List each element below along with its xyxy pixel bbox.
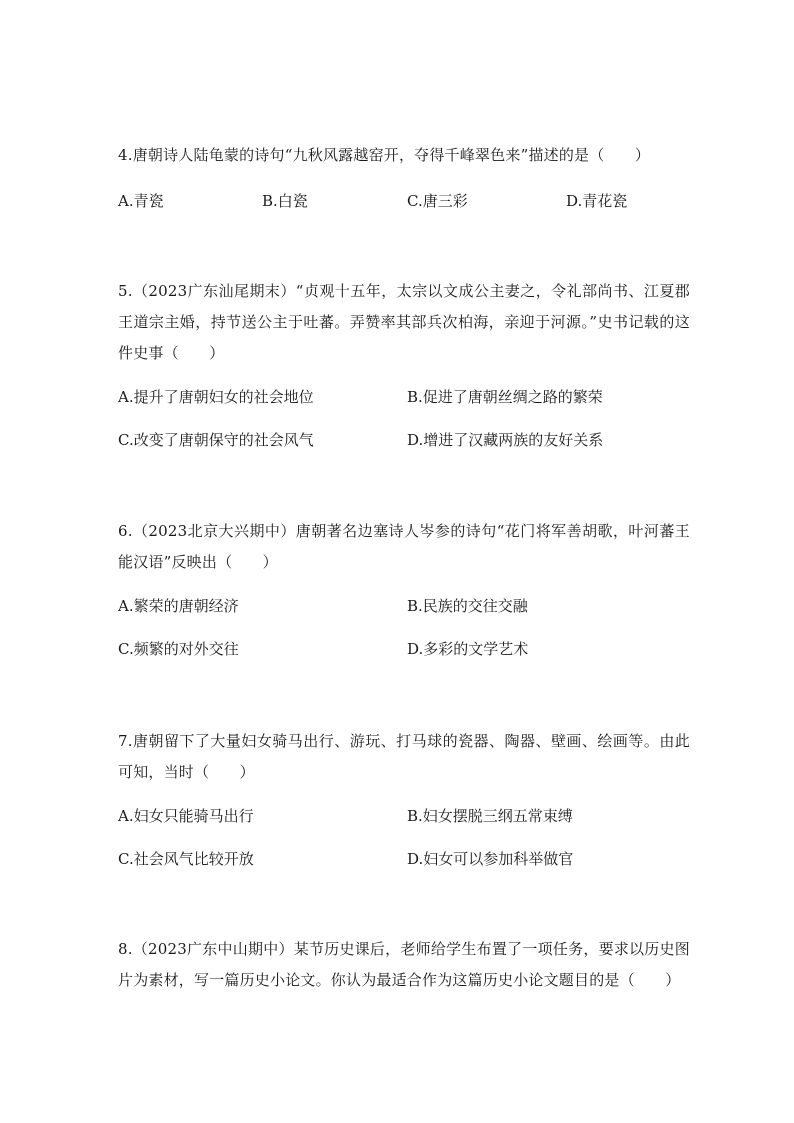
question-8 — [118, 934, 690, 996]
option-a[interactable]: A.妇女只能骑马出行 — [118, 807, 254, 825]
options-row — [118, 187, 690, 215]
question-6 — [118, 516, 690, 663]
question-stem: 8.（2023广东中山期中）某节历史课后，老师给学生布置了一项任务，要求以历史图片为素材，写一篇历史小论文。你认为最适合作为这篇历史小论文题目的是（ ） — [118, 940, 690, 989]
option-a[interactable]: A.提升了唐朝妇女的社会地位 — [118, 388, 314, 406]
question-stem: 4.唐朝诗人陆龟蒙的诗句“九秋风露越窑开，夺得千峰翠色来”描述的是（ ） — [118, 146, 651, 164]
question-stem: 5.（2023广东汕尾期末）“贞观十五年，太宗以文成公主妻之，令礼部尚书、江夏郡王道宗主婚，持节送公主于吐蕃。弄赞率其部兵次柏海，亲迎于河源。”史书记载的这件史事（ ） — [118, 282, 690, 362]
option-c[interactable]: C.改变了唐朝保守的社会风气 — [118, 431, 314, 449]
option-c[interactable]: C.频繁的对外交往 — [118, 640, 239, 658]
option-b[interactable]: B.白瓷 — [262, 192, 308, 210]
option-b[interactable]: B.妇女摆脱三纲五常束缚 — [407, 807, 573, 825]
option-b[interactable]: B.民族的交往交融 — [407, 597, 528, 615]
options-row — [118, 845, 690, 873]
question-5 — [118, 276, 690, 454]
options-row — [118, 426, 690, 454]
option-a[interactable]: A.繁荣的唐朝经济 — [118, 597, 239, 615]
option-c[interactable]: C.唐三彩 — [407, 192, 468, 210]
option-c[interactable]: C.社会风气比较开放 — [118, 850, 254, 868]
options-row — [118, 592, 690, 620]
option-a[interactable]: A.青瓷 — [118, 192, 164, 210]
option-d[interactable]: D.多彩的文学艺术 — [407, 640, 529, 658]
options-row — [118, 383, 690, 411]
question-4 — [118, 140, 690, 215]
question-stem: 7.唐朝留下了大量妇女骑马出行、游玩、打马球的瓷器、陶器、壁画、绘画等。由此可知，当时（ ） — [118, 732, 690, 781]
options-row — [118, 802, 690, 830]
option-d[interactable]: D.增进了汉藏两族的友好关系 — [407, 431, 604, 449]
option-d[interactable]: D.妇女可以参加科举做官 — [407, 850, 574, 868]
option-b[interactable]: B.促进了唐朝丝绸之路的繁荣 — [407, 388, 603, 406]
option-d[interactable]: D.青花瓷 — [566, 192, 628, 210]
question-stem: 6.（2023北京大兴期中）唐朝著名边塞诗人岑参的诗句“花门将军善胡歌，叶河蕃王能汉语”反映出（ ） — [118, 522, 690, 571]
question-7 — [118, 726, 690, 873]
options-row — [118, 635, 690, 663]
